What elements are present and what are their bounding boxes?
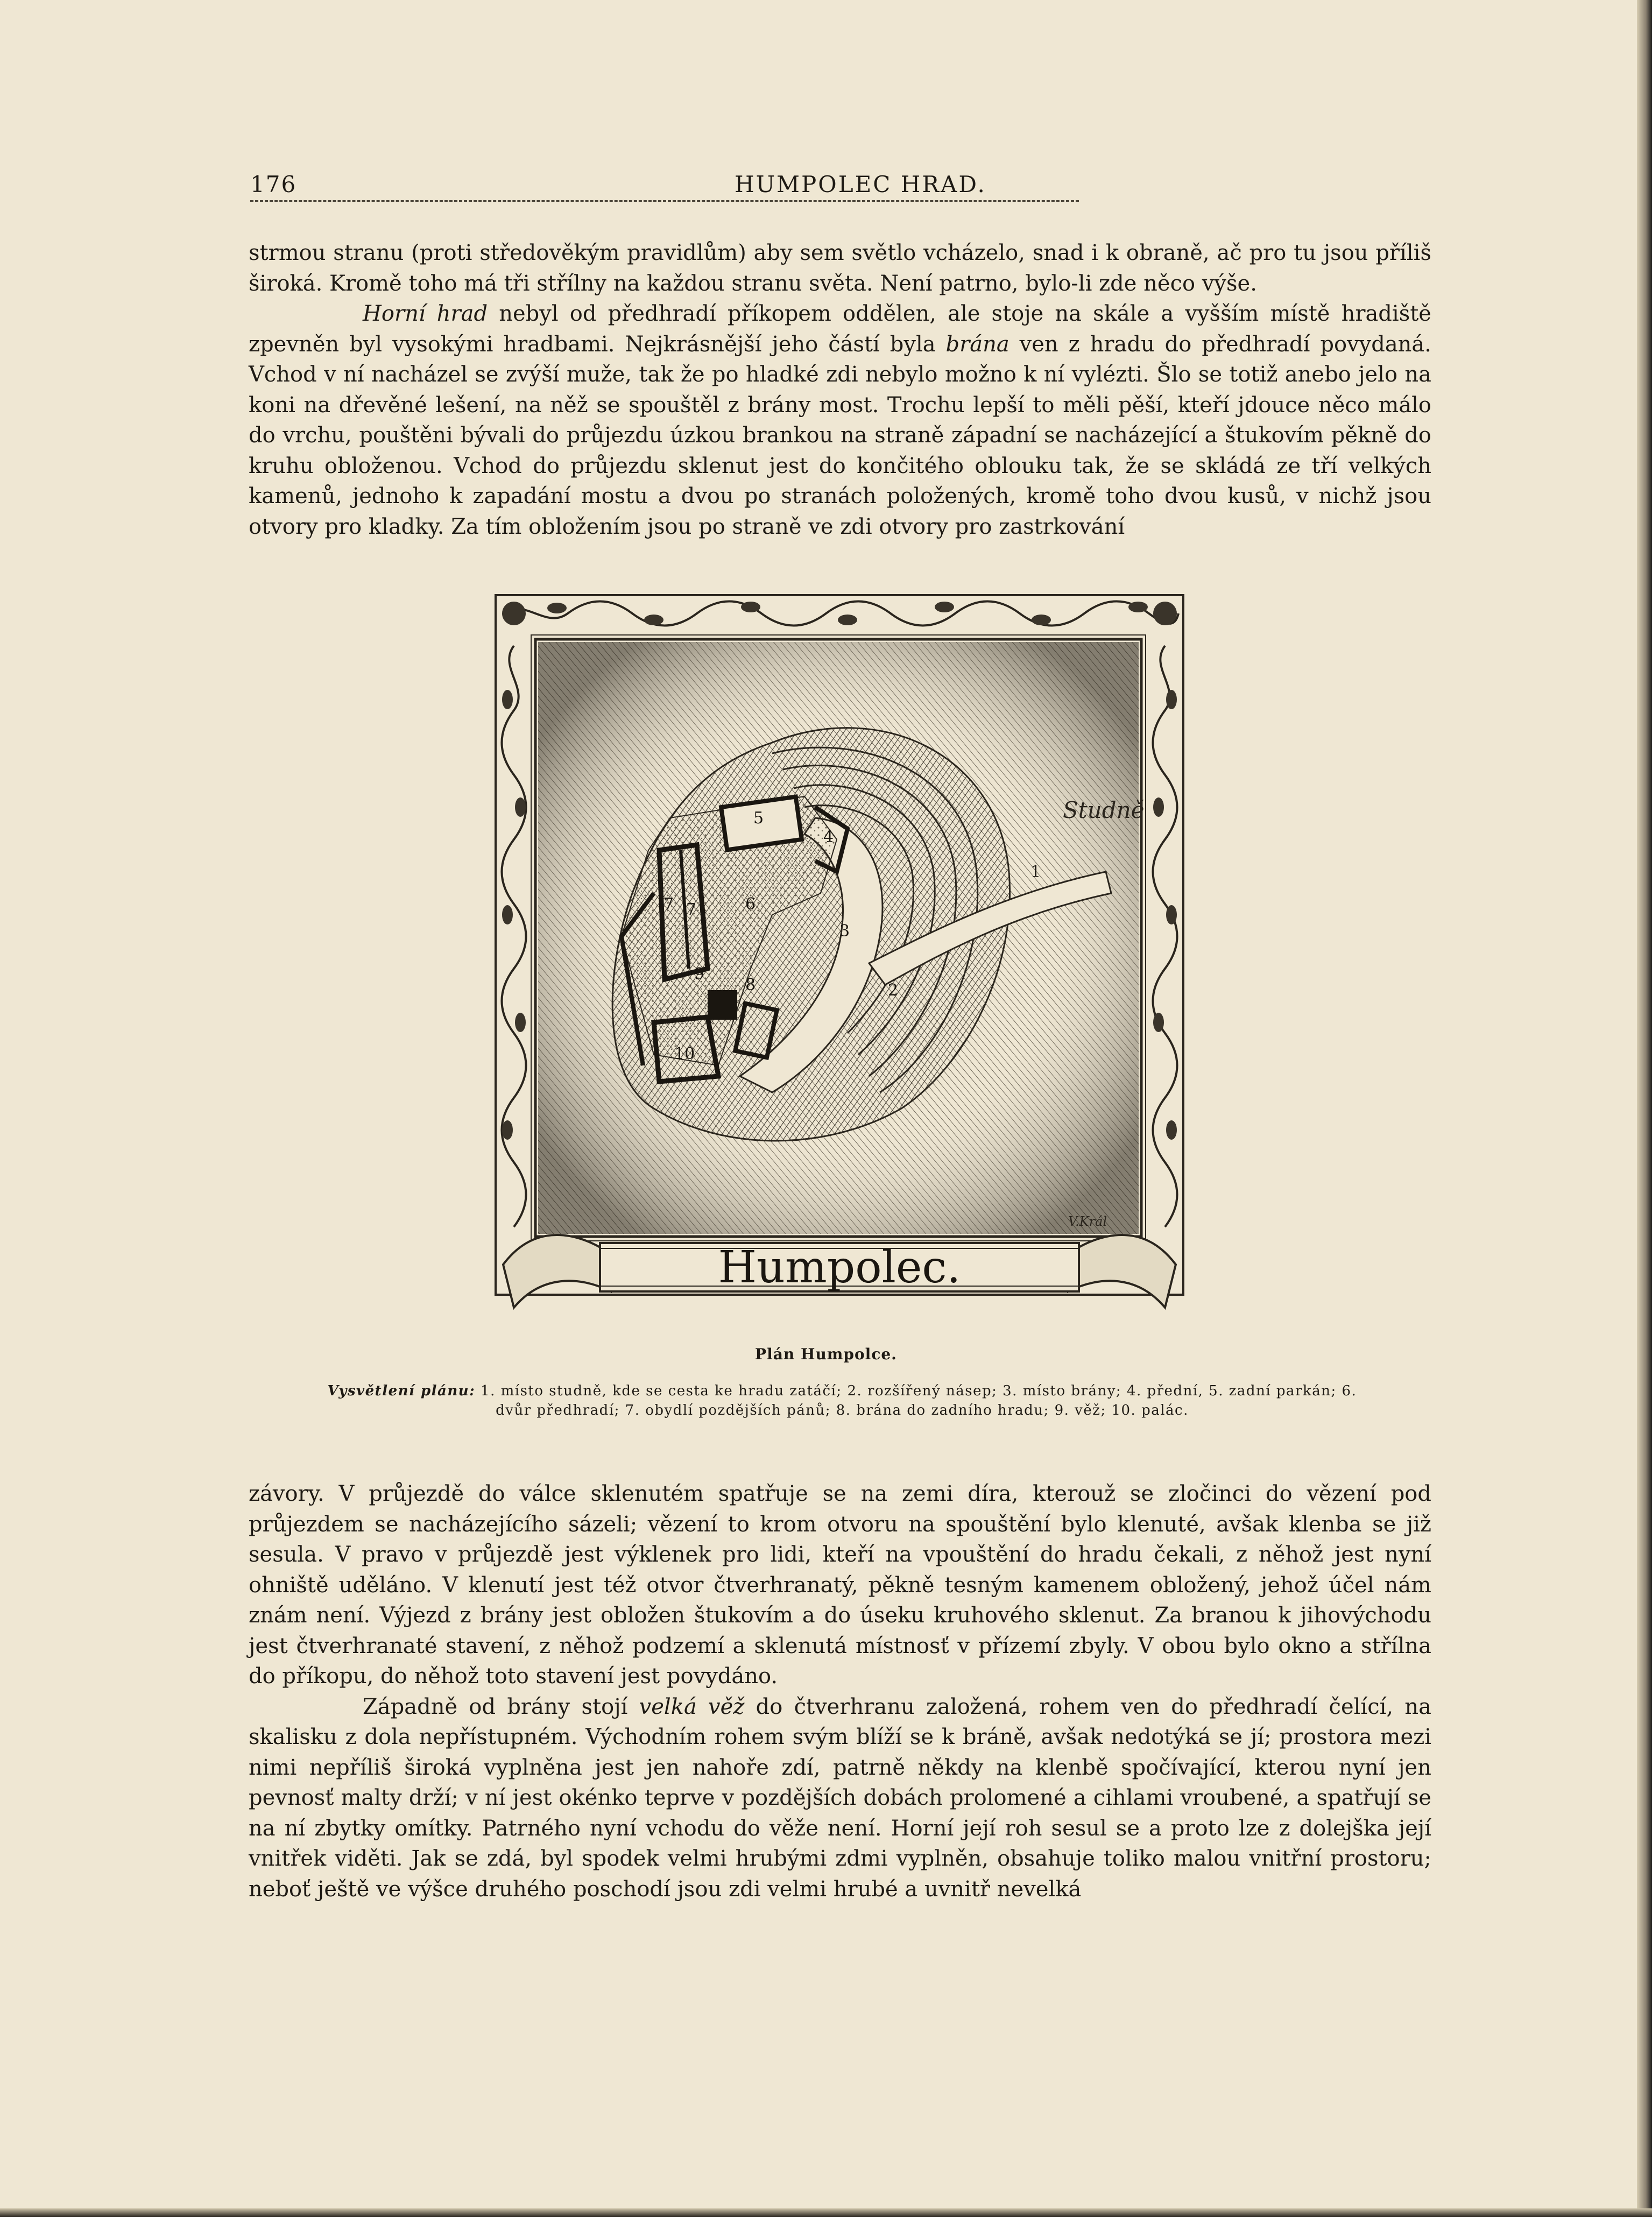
svg-text:4: 4 bbox=[823, 828, 834, 846]
top-text-block bbox=[249, 238, 1431, 542]
svg-text:7: 7 bbox=[686, 900, 697, 919]
castle-plan-illustration bbox=[492, 592, 1187, 1326]
svg-text:2: 2 bbox=[888, 981, 899, 1000]
svg-text:3: 3 bbox=[839, 922, 850, 941]
map-label-studne: Studně bbox=[1063, 797, 1145, 823]
bottom-text-block bbox=[249, 1479, 1431, 1904]
svg-text:7: 7 bbox=[663, 895, 674, 914]
caption-title: Plán Humpolce. bbox=[755, 1345, 897, 1363]
paragraph: Západně od brány stojí velká věž do čtverhranu založená, rohem ven do předhradí čelící, na skalisku z dola nepřístupném. Východním rohem svým blíží se k bráně, avšak nedotýká se jí; prostora mezi nimi nepříliš široká vyplněna jest jen nahoře zdí, patrně někdy na klenbě spočívající, kterou nyní jen pevnosť malty drží; v ní jest okénko teprve v pozdějších dobách prolomené a cihlami vroubené, a spatřují se na ní zbytky omítky. Patrného nyní vchodu do věže není. Horní její roh sesul se a proto lze z dolejška její vnitřek viděti. Jak se zdá, byl spodek velmi hrubými zdmi vyplněn, obsahuje toliko malou vnitřní prostoru; neboť ještě ve výšce druhého poschodí jsou zdi velmi hrubé a uvnitř nevelká bbox=[249, 1694, 1431, 1902]
italic-term: velká věž bbox=[639, 1694, 745, 1719]
running-title: HUMPOLEC HRAD. bbox=[735, 171, 986, 197]
paragraph: strmou stranu (proti středověkým pravidlům) aby sem světlo vcházelo, snad i k obraně, ač pro tu jsou příliš široká. Kromě toho má tři střílny na každou stranu světa. Není patrno, bylo-li zde něco výše. bbox=[249, 241, 1431, 296]
italic-term: Horní hrad bbox=[363, 301, 488, 326]
svg-text:1: 1 bbox=[1030, 863, 1041, 881]
paragraph: závory. V průjezdě do válce sklenutém spatřuje se na zemi díra, kterouž se zločinci do vězení pod průjezdem se nacházejícího sázeli; vězení to krom otvoru na spouštění bylo klenuté, avšak klenba se již sesula. V pravo v průjezdě jest výklenek pro lidi, kteří na vpouštění do hradu čekali, z něhož jest nyní ohniště uděláno. V klenutí jest též otvor čtverhranatý, pěkně tesným kamenem obložený, jehož účel nám znám není. Výjezd z brány jest obložen štukovím a do úseku kruhového sklenut. Za branou k jihovýchodu jest čtverhranaté stavení, z něhož podzemí a sklenutá místnosť v přízemí zbyly. V obou bylo okno a střílna do příkopu, do něhož toto stavení jest povydáno. bbox=[249, 1481, 1431, 1689]
page-header bbox=[250, 171, 1434, 203]
scan-edge-right bbox=[1637, 0, 1652, 2217]
header-rule bbox=[250, 200, 1079, 202]
page-number: 176 bbox=[250, 171, 297, 197]
title-banner bbox=[503, 1235, 1176, 1308]
svg-text:10: 10 bbox=[674, 1044, 695, 1063]
svg-text:9: 9 bbox=[694, 965, 705, 984]
svg-text:6: 6 bbox=[745, 895, 756, 914]
caption-legend bbox=[323, 1381, 1361, 1420]
legend-label: Vysvětlení plánu: bbox=[327, 1383, 476, 1399]
scan-edge-bottom bbox=[0, 2208, 1652, 2217]
engraving-svg bbox=[492, 592, 1187, 1326]
paragraph: Horní hrad nebyl od předhradí příkopem oddělen, ale stoje na skále a vyšším místě hradiště zpevněn byl vysokými hradbami. Nejkrásnější jeho částí byla brána ven z hradu do předhradí povydaná. Vchod v ní nacházel se zvýší muže, tak že po hladké zdi nebylo možno k ní vylézti. Šlo se totiž anebo jelo na koni na dřevěné lešení, na něž se spouštěl z brány most. Trochu lepší to měli pěší, kteří jdouce něco málo do vrchu, pouštěni bývali do průjezdu úzkou brankou na straně západní se nacházející a štukovím pěkně do kruhu obloženou. Vchod do průjezdu sklenut jest do končitého oblouku tak, že se skládá ze tří velkých kamenů, jednoho k zapadání mostu a dvou po stranách položených, kromě toho dvou kusů, v nichž jsou otvory pro kladky. Za tím obložením jsou po straně ve zdi otvory pro zastrkování bbox=[249, 301, 1431, 539]
italic-term: brána bbox=[945, 331, 1009, 357]
svg-text:8: 8 bbox=[745, 976, 756, 994]
banner-title: Humpolec. bbox=[718, 1242, 961, 1293]
legend-text: 1. místo studně, kde se cesta ke hradu zatáčí; 2. rozšířený násep; 3. místo brány; 4. přední, 5. zadní parkán; 6. dvůr předhradí; 7. obydlí pozdějších pánů; 8. brána do zadního hradu; 9. věž; 10. palác. bbox=[475, 1383, 1357, 1418]
artist-signature: V.Král bbox=[1068, 1214, 1107, 1229]
svg-text:5: 5 bbox=[753, 809, 764, 828]
